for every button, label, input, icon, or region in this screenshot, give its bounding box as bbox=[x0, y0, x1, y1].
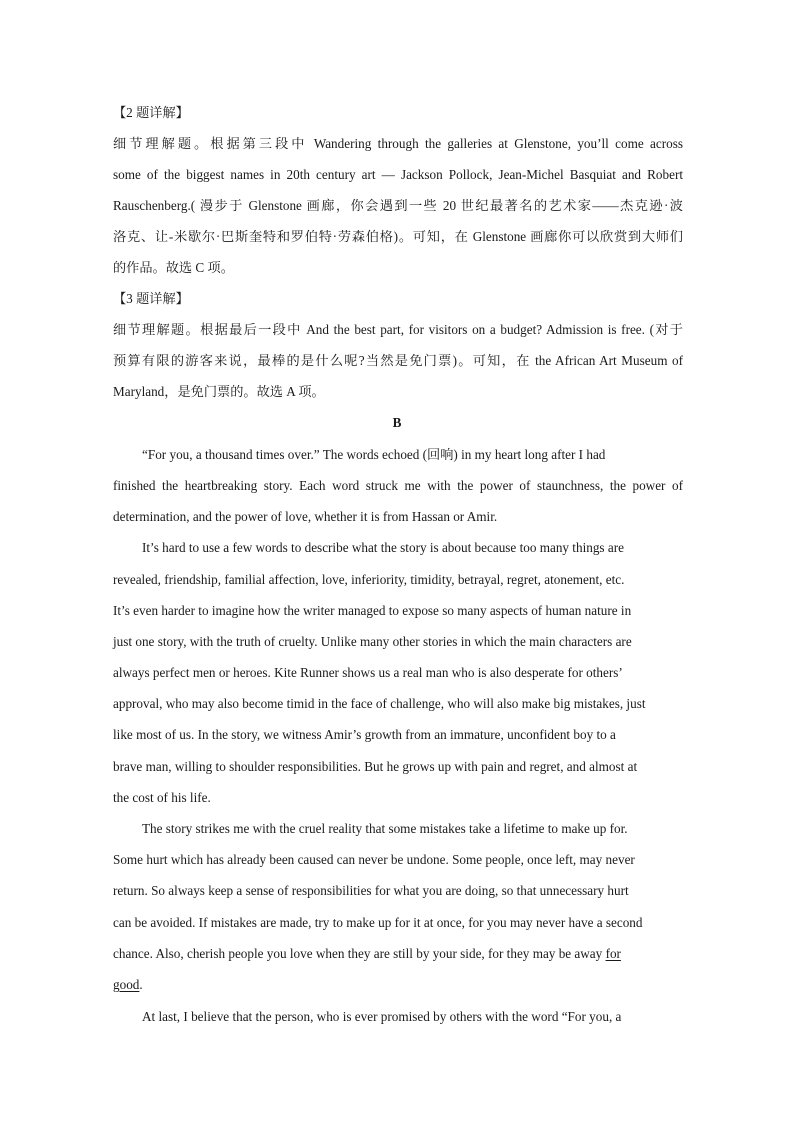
p2-line-2: revealed, friendship, familial affection, love, inferiority, timidity, betrayal, regret, atonement, etc. bbox=[113, 572, 625, 587]
p2-line-9: the cost of his life. bbox=[113, 790, 211, 805]
p2-line-6: approval, who may also become timid in the face of challenge, who will also make big mistakes, just bbox=[113, 696, 646, 711]
p1-line-2: finished the heartbreaking story. Each word struck me with the power of staunchness, the power of bbox=[113, 478, 683, 493]
p2-line-5: always perfect men or heroes. Kite Runner shows us a real man who is also desperate for others’ bbox=[113, 665, 623, 680]
p2-line-7: like most of us. In the story, we witness Amir’s growth from an immature, unconfident boy to a bbox=[113, 727, 616, 742]
section-b-title: B bbox=[392, 415, 402, 430]
q2-heading: 【2 题详解】 bbox=[113, 105, 189, 120]
p2-line-8: brave man, willing to shoulder responsibilities. But he grows up with pain and regret, and almost at bbox=[113, 759, 638, 774]
q3-heading: 【3 题详解】 bbox=[113, 291, 189, 306]
underlined-good: good bbox=[113, 977, 140, 992]
p2-line-4: just one story, with the truth of cruelty. Unlike many other stories in which the main characters are bbox=[113, 634, 632, 649]
q2-line-2: some of the biggest names in 20th century art — Jackson Pollock, Jean-Michel Basquiat and Robert bbox=[113, 167, 683, 182]
q2-line-4: 洛克、让-米歇尔·巴斯奎特和罗伯特·劳森伯格)。可知，在 Glenstone 画廊你可以欣赏到大师们 bbox=[113, 229, 683, 244]
p3-line-2: Some hurt which has already been caused can never be undone. Some people, once left, may never bbox=[113, 852, 635, 867]
q3-line-2: 预算有限的游客来说，最棒的是什么呢?当然是免门票)。可知，在 the African Art Museum of bbox=[113, 353, 683, 368]
p3-line-6 bbox=[113, 976, 683, 994]
q2-line-5: 的作品。故选 C 项。 bbox=[113, 260, 234, 275]
p2-line-1: It’s hard to use a few words to describe what the story is about because too many things are bbox=[142, 540, 624, 555]
p2-line-3: It’s even harder to imagine how the writer managed to expose so many aspects of human nature in bbox=[113, 603, 632, 618]
p3-period: . bbox=[139, 977, 143, 992]
q2-line-1: 细节理解题。根据第三段中 Wandering through the galleries at Glenstone, you’ll come across bbox=[113, 136, 683, 151]
underlined-for: for bbox=[605, 946, 621, 961]
p3-line-1: The story strikes me with the cruel reality that some mistakes take a lifetime to make up for. bbox=[142, 821, 628, 836]
q2-line-3: Rauschenberg.( 漫步于 Glenstone 画廊，你会遇到一些 20 世纪最著名的艺术家——杰克逊·波 bbox=[113, 198, 683, 213]
p3-line-5-text: chance. Also, cherish people you love when they are still by your side, for they may be away bbox=[113, 946, 603, 961]
q3-line-3: Maryland，是免门票的。故选 A 项。 bbox=[113, 384, 325, 399]
p3-line-5 bbox=[113, 945, 683, 963]
p3-line-3: return. So always keep a sense of responsibilities for what you are doing, so that unnecessary hurt bbox=[113, 883, 629, 898]
p3-line-4: can be avoided. If mistakes are made, try to make up for it at once, for you may never have a second bbox=[113, 915, 643, 930]
p1-line-1: “For you, a thousand times over.” The words echoed (回响) in my heart long after I had bbox=[142, 447, 606, 462]
q3-line-1: 细节理解题。根据最后一段中 And the best part, for visitors on a budget? Admission is free. (对于 bbox=[113, 322, 683, 337]
p1-line-3: determination, and the power of love, whether it is from Hassan or Amir. bbox=[113, 509, 498, 524]
p4-line-1: At last, I believe that the person, who is ever promised by others with the word “For you, a bbox=[142, 1009, 622, 1024]
